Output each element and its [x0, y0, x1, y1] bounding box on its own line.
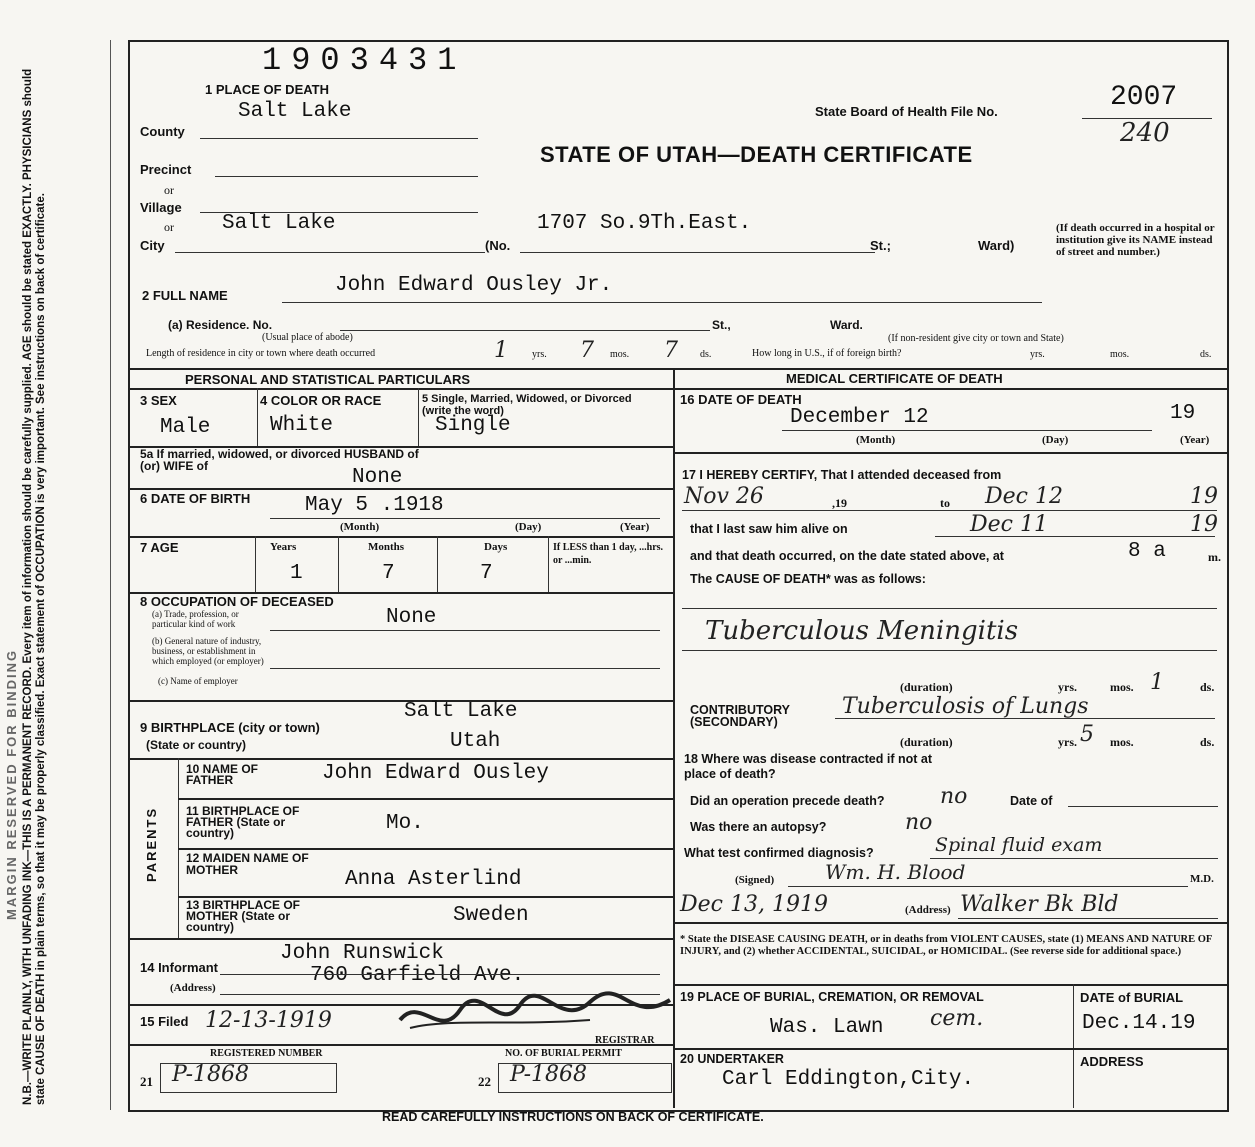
spouse-value: None: [352, 466, 403, 489]
date-of-death-value: December 12: [790, 406, 929, 429]
age-less-label: If LESS than 1 day, ...hrs. or ...min.: [553, 542, 664, 566]
cause-value: Tuberculous Meningitis: [705, 616, 1019, 646]
date-of-death-label: 16 DATE OF DEATH: [680, 392, 802, 407]
residence-label: (a) Residence. No.: [168, 318, 273, 332]
us-mos-label: mos.: [1110, 349, 1130, 360]
street-st-label: St.;: [870, 238, 891, 253]
md-label: M.D.: [1190, 873, 1214, 885]
signed-address: Walker Bk Bld: [960, 892, 1119, 917]
footer-instructions: READ CAREFULLY INSTRUCTIONS ON BACK OF CERTIFICATE.: [382, 1110, 764, 1124]
informant-value: John Runswick: [280, 942, 444, 965]
street-no-label: (No.: [485, 238, 511, 253]
length-ds-label: ds.: [700, 349, 712, 360]
dob-day-label: (Day): [515, 521, 542, 533]
file-number: 2007: [1110, 82, 1178, 113]
or-label-2: or: [164, 220, 174, 234]
binding-margin-note: MARGIN RESERVED FOR BINDING: [4, 648, 19, 920]
age-years-label: Years: [270, 541, 297, 553]
cause-duration-mos: 1: [1150, 670, 1164, 695]
length-ds: 7: [664, 338, 678, 363]
death-day-label: (Day): [1042, 434, 1069, 446]
birthplace-state: Utah: [450, 730, 501, 753]
burial-place-label: 19 PLACE OF BURIAL, CREMATION, OR REMOVAL: [680, 990, 984, 1004]
death-year-label: (Year): [1180, 434, 1210, 446]
county-value: Salt Lake: [238, 100, 352, 123]
father-label: 10 NAME OF FATHER: [186, 762, 259, 787]
cause-duration-label: (duration): [900, 680, 953, 694]
death-year-value: 19: [1170, 402, 1196, 425]
attended-from: Nov 26: [684, 484, 764, 509]
contributory-value: Tuberculosis of Lungs: [842, 694, 1089, 719]
autopsy-label: Was there an autopsy?: [690, 820, 827, 834]
spouse-label: 5a If married, widowed, or divorced HUSBAND of (or) WIFE of: [140, 447, 419, 473]
nonresident-note: (If non-resident give city or town and State): [888, 333, 1064, 344]
date-of-burial-value: Dec.14.19: [1082, 1012, 1196, 1035]
informant-address: 760 Garfield Ave.: [310, 964, 525, 987]
attended-to: Dec 12: [985, 484, 1063, 509]
informant-label: 14 Informant: [140, 960, 219, 975]
contributory-mos: 5: [1080, 722, 1094, 747]
ward-label: Ward): [978, 238, 1015, 253]
age-months-label: Months: [368, 541, 405, 553]
date-of-burial-label: DATE of BURIAL: [1080, 990, 1184, 1005]
dob-month-label: (Month): [340, 521, 380, 533]
age-months-value: 7: [382, 562, 395, 585]
registered-number-label: REGISTERED NUMBER: [210, 1048, 323, 1059]
father-birth-value: Mo.: [386, 812, 424, 835]
residence-st-label: St.,: [712, 318, 731, 332]
us-yrs-label: yrs.: [1030, 349, 1045, 360]
operation-label: Did an operation precede death?: [690, 794, 885, 808]
mother-value: Anna Asterlind: [345, 868, 522, 891]
contributory-yrs-label: yrs.: [1058, 735, 1077, 749]
signed-date: Dec 13, 1919: [680, 892, 828, 917]
city-value: Salt Lake: [222, 212, 336, 235]
registered-number-value: P-1868: [172, 1062, 250, 1087]
contributory-mos-label: mos.: [1110, 735, 1134, 749]
full-name-value: John Edward Ousley Jr.: [335, 274, 613, 297]
death-time-value: 8 a: [1128, 540, 1166, 563]
race-label: 4 COLOR OR RACE: [260, 393, 382, 408]
signed-value: Wm. H. Blood: [825, 860, 966, 884]
dob-year-label: (Year): [620, 521, 650, 533]
last-saw-value: Dec 11: [970, 512, 1048, 537]
residence-ward-label: Ward.: [830, 318, 863, 332]
certify-text: 17 I HEREBY CERTIFY, That I attended deceased from: [682, 468, 1002, 482]
county-label: County: [140, 124, 185, 139]
signed-address-label: (Address): [905, 904, 951, 916]
father-birth-label: 11 BIRTHPLACE OF FATHER (State or country): [186, 804, 300, 840]
parents-label: PARENTS: [144, 806, 159, 882]
personal-header: PERSONAL AND STATISTICAL PARTICULARS: [185, 372, 471, 387]
length-yrs-label: yrs.: [532, 349, 547, 360]
certificate-number: 1903431: [262, 42, 467, 79]
last-saw-year: 19: [1190, 512, 1218, 537]
village-label: Village: [140, 200, 182, 215]
undertaker-value: Carl Eddington,City.: [722, 1068, 975, 1091]
binding-margin-line: [110, 40, 111, 1110]
dob-label: 6 DATE OF BIRTH: [140, 491, 251, 506]
operation-value: no: [940, 784, 968, 809]
race-value: White: [270, 414, 334, 437]
form-title: STATE OF UTAH—DEATH CERTIFICATE: [540, 142, 973, 167]
attended-year: 19: [1190, 484, 1218, 509]
test-label: What test confirmed diagnosis?: [684, 846, 874, 860]
place-of-death-header: 1 PLACE OF DEATH: [205, 82, 329, 97]
filed-value: 12-13-1919: [205, 1008, 332, 1033]
address-label: ADDRESS: [1080, 1054, 1144, 1069]
age-years-value: 1: [290, 562, 303, 585]
signed-label: (Signed): [735, 874, 775, 886]
disease-note: * State the DISEASE CAUSING DEATH, or in deaths from VIOLENT CAUSES, state (1) MEANS AND NATURE OF INJURY, and (2) whether ACCIDENTAL, SUICIDAL, or HOMICIDAL. (See reverse side for additional space.): [680, 934, 1212, 957]
medical-header: MEDICAL CERTIFICATE OF DEATH: [786, 371, 1003, 386]
side-instructions: N.B.—WRITE PLAINLY, WITH UNFADING INK—THIS IS A PERMANENT RECORD. Every item of information should be carefully supplied. AGE should be stated EXACTLY. PHYSICIANS should state CAUSE OF DEATH in plain terms, so that it may be properly classified. Exact statement of OCCUPATION is very important. See instructions on back of certificate.: [22, 68, 47, 1105]
birthplace-label: 9 BIRTHPLACE (city or town): [140, 720, 320, 735]
marital-label: 5 Single, Married, Widowed, or Divorced (write the word): [422, 393, 632, 417]
burial-place-value: Was. Lawn: [770, 1016, 884, 1039]
cause-yrs-label: yrs.: [1058, 680, 1077, 694]
length-mos: 7: [580, 338, 594, 363]
length-yrs: 1: [494, 338, 508, 363]
hospital-note: (If death occurred in a hospital or institution give its NAME instead of street and number.): [1056, 222, 1215, 258]
or-label-1: or: [164, 183, 174, 197]
occupation-value: None: [386, 606, 437, 629]
undertaker-label: 20 UNDERTAKER: [680, 1052, 784, 1066]
where-contracted-label: 18 Where was disease contracted if not at place of death?: [684, 752, 932, 781]
city-label: City: [140, 238, 165, 253]
burial-permit-value: P-1868: [510, 1062, 588, 1087]
how-long-us-label: How long in U.S., if of foreign birth?: [752, 348, 902, 359]
precinct-label: Precinct: [140, 162, 192, 177]
birthplace-state-label: (State or country): [146, 738, 247, 752]
last-saw-label: that I last saw him alive on: [690, 522, 848, 536]
date-of-label: Date of: [1010, 794, 1053, 808]
registrar-signature: [390, 990, 680, 1040]
contributory-label: CONTRIBUTORY (SECONDARY): [690, 703, 790, 729]
mother-birth-value: Sweden: [453, 904, 529, 927]
filed-label: 15 Filed: [140, 1014, 189, 1029]
dob-value: May 5 .1918: [305, 494, 444, 517]
death-month-label: (Month): [856, 434, 896, 446]
length-mos-label: mos.: [610, 349, 630, 360]
sex-label: 3 SEX: [140, 393, 177, 408]
birthplace-city: Salt Lake: [404, 700, 518, 723]
test-value: Spinal fluid exam: [935, 834, 1103, 856]
burial-place-annotation: cem.: [930, 1006, 984, 1031]
full-name-label: 2 FULL NAME: [142, 288, 228, 303]
occupation-b-label: (b) General nature of industry, business, or establishment in which employed (or employer): [152, 636, 264, 666]
registrar-label: REGISTRAR: [595, 1035, 655, 1046]
us-ds-label: ds.: [1200, 349, 1212, 360]
mother-label: 12 MAIDEN NAME OF MOTHER: [186, 851, 309, 877]
occupation-c-label: (c) Name of employer: [158, 676, 238, 686]
informant-address-label: (Address): [170, 982, 216, 994]
cause-mos-label: mos.: [1110, 680, 1134, 694]
cause-ds-label: ds.: [1200, 680, 1215, 694]
age-label: 7 AGE: [140, 540, 179, 555]
registered-no-handwritten: 240: [1120, 118, 1170, 148]
usual-abode-label: (Usual place of abode): [262, 332, 353, 343]
cause-label: The CAUSE OF DEATH* was as follows:: [690, 572, 926, 586]
marital-value: Single: [435, 414, 511, 437]
autopsy-value: no: [905, 810, 933, 835]
contributory-duration-label: (duration): [900, 735, 953, 749]
contributory-ds-label: ds.: [1200, 735, 1215, 749]
occupation-a-label: (a) Trade, profession, or particular kind of work: [152, 609, 239, 629]
burial-permit-label: NO. OF BURIAL PERMIT: [505, 1048, 622, 1059]
age-days-label: Days: [484, 541, 508, 553]
state-board-label: State Board of Health File No.: [815, 104, 998, 119]
age-days-value: 7: [480, 562, 493, 585]
mother-birth-label: 13 BIRTHPLACE OF MOTHER (State or country): [186, 898, 301, 934]
length-residence-label: Length of residence in city or town where death occurred: [146, 348, 376, 359]
father-value: John Edward Ousley: [322, 762, 549, 785]
sex-value: Male: [160, 416, 211, 439]
street-address: 1707 So.9Th.East.: [537, 212, 752, 235]
death-occurred-label: and that death occurred, on the date stated above, at: [690, 549, 1004, 563]
occupation-label: 8 OCCUPATION OF DECEASED: [140, 594, 334, 609]
